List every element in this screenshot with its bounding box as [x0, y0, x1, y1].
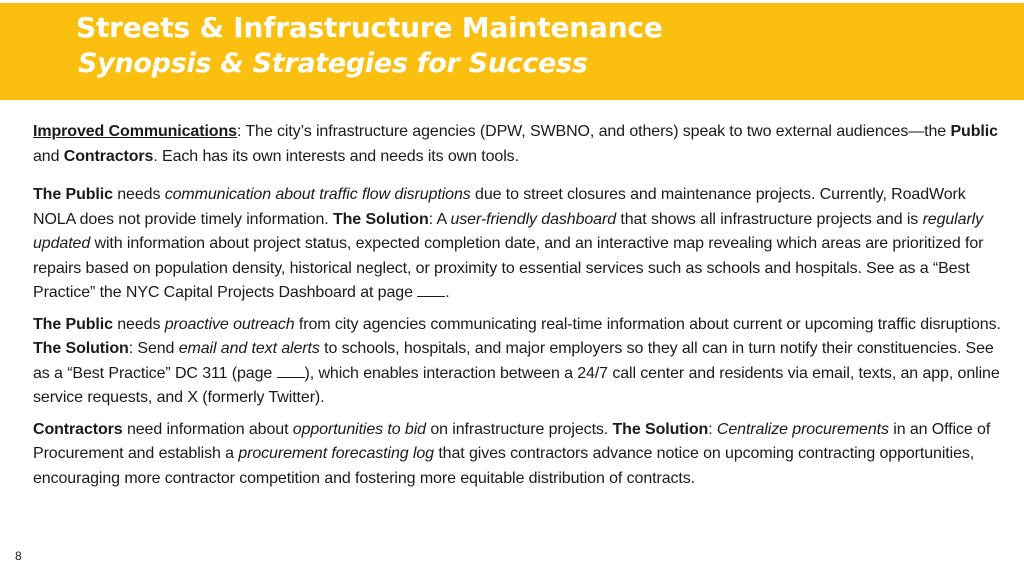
bold-run: The Solution [332, 210, 429, 228]
italic-run: opportunities to bid [292, 420, 426, 438]
paragraph-improved-communications [33, 120, 1003, 169]
text-run: due to street closures and maintenance projects. Currently, RoadWork NOLA does not provide timely information. [33, 186, 966, 228]
text-run: need information about [122, 420, 293, 438]
page-blank [417, 282, 445, 297]
paragraph-contractors [33, 418, 1003, 492]
text-run: in an Office of Procurement and establish a [33, 420, 991, 462]
text-run: with information about project status, expected completion date, and an interactive map revealing which areas are prioritized for repairs based on population density, historical neglect, or proximity to essential services such as schools and hospitals. See as a “Best Practice” the NYC Capital Projects Dashboard at page [33, 235, 984, 301]
text-run: : [708, 420, 717, 438]
italic-run: user-friendly dashboard [450, 210, 616, 228]
text-run: ), which enables interaction between a 24/7 call center and residents via email, texts, an app, online service requests, and X (formerly Twitter). [33, 364, 1000, 406]
text-run: : A [428, 210, 451, 228]
bold-run: The Solution [612, 420, 709, 438]
italic-run: Centralize procurements [716, 420, 889, 438]
text-run: needs [112, 186, 165, 203]
paragraph-public-dashboard [33, 183, 1003, 306]
text-run: : The city’s infrastructure agencies (DPW, SWBNO, and others) speak to two external audiences—the [236, 123, 951, 140]
text-run: : Send [128, 340, 179, 357]
bold-run: Contractors [33, 420, 123, 438]
text-run: . [445, 284, 450, 301]
text-run: that shows all infrastructure projects and is [616, 210, 923, 228]
italic-run: communication about traffic flow disruptions [164, 186, 471, 203]
text-run: from city agencies communicating real-time information about current or upcoming traffic disruptions. [294, 315, 1001, 333]
bold-run: The Solution [33, 340, 129, 357]
page-number: 8 [15, 549, 22, 563]
italic-run: email and text alerts [178, 340, 320, 357]
body-text [33, 120, 1003, 491]
text-run: that gives contractors advance notice on upcoming contracting opportunities, encouraging more contractor competition and fostering more equitable distribution of contracts. [33, 445, 975, 487]
page-subtitle: Synopsis & Strategies for Success [78, 48, 588, 79]
section-heading: Improved Communications [33, 123, 237, 140]
bold-run: The Public [33, 315, 113, 333]
italic-run: procurement forecasting log [238, 445, 434, 462]
bold-run: Contractors [63, 147, 154, 165]
italic-run: proactive outreach [164, 315, 295, 333]
text-run: . Each has its own interests and needs its own tools. [153, 147, 519, 165]
page-title: Streets & Infrastructure Maintenance [76, 11, 663, 44]
text-run: to schools, hospitals, and major employers so they all can in turn notify their constituencies. See as a “Best Practice” DC 311 (page [33, 340, 994, 382]
page-blank [277, 363, 305, 378]
paragraph-public-outreach [33, 313, 1003, 411]
italic-run: regularly updated [33, 210, 984, 252]
bold-run: Public [950, 123, 998, 140]
text-run: needs [112, 315, 165, 333]
bold-run: The Public [33, 186, 113, 203]
header-banner [0, 3, 1024, 100]
text-run: and [33, 147, 64, 165]
text-run: on infrastructure projects. [425, 420, 613, 438]
